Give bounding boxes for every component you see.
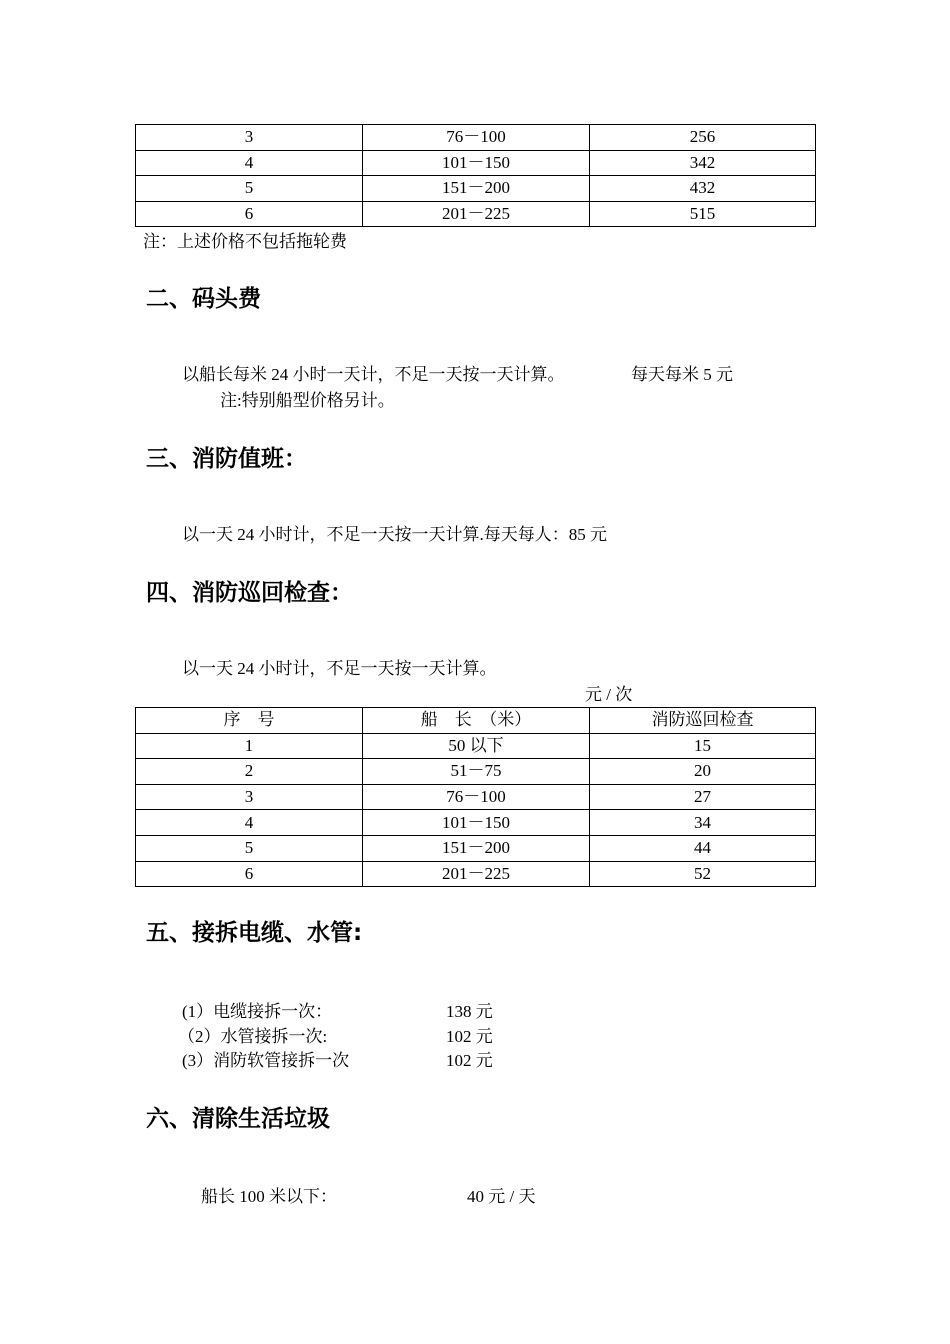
fire-duty-rule: 以一天 24 小时计，不足一天按一天计算.每天每人：85 元 bbox=[182, 525, 607, 544]
table-row bbox=[136, 835, 816, 861]
table-cell: 5 bbox=[136, 835, 363, 861]
table-cell: 34 bbox=[590, 810, 816, 836]
pipe-item-price: 102 元 bbox=[446, 1027, 493, 1046]
wharf-fee-price: 每天每米 5 元 bbox=[631, 365, 733, 384]
header-fire-patrol: 消防巡回检查 bbox=[590, 708, 816, 734]
table-cell: 15 bbox=[590, 733, 816, 759]
table-cell: 76－100 bbox=[363, 784, 590, 810]
table-cell: 20 bbox=[590, 759, 816, 785]
fee-table-continued bbox=[135, 124, 816, 227]
fire-patrol-unit: 元 / 次 bbox=[585, 685, 633, 704]
table-row bbox=[136, 759, 816, 785]
garbage-price: 40 元 / 天 bbox=[467, 1187, 536, 1206]
table-cell: 101－150 bbox=[363, 150, 590, 176]
section-heading-wharf-fee: 二、码头费 bbox=[146, 286, 261, 312]
header-ship-length: 船 长 （米） bbox=[363, 708, 590, 734]
table-cell: 432 bbox=[590, 176, 816, 202]
table-row bbox=[136, 810, 816, 836]
table-cell: 101－150 bbox=[363, 810, 590, 836]
table-cell: 27 bbox=[590, 784, 816, 810]
table-row bbox=[136, 150, 816, 176]
wharf-fee-rule: 以船长每米 24 小时一天计，不足一天按一天计算。 bbox=[182, 365, 565, 384]
table-cell: 44 bbox=[590, 835, 816, 861]
table-cell: 76－100 bbox=[363, 125, 590, 151]
table-cell: 3 bbox=[136, 784, 363, 810]
section-heading-fire-patrol: 四、消防巡回检查： bbox=[146, 580, 353, 606]
wharf-fee-note: 注:特别船型价格另计。 bbox=[220, 391, 395, 410]
table-cell: 151－200 bbox=[363, 835, 590, 861]
table-row bbox=[136, 125, 816, 151]
table-cell: 51－75 bbox=[363, 759, 590, 785]
header-index: 序 号 bbox=[136, 708, 363, 734]
table-cell: 515 bbox=[590, 201, 816, 227]
fire-patrol-rule: 以一天 24 小时计，不足一天按一天计算。 bbox=[182, 659, 497, 678]
table-cell: 6 bbox=[136, 861, 363, 887]
table-note: 注：上述价格不包括拖轮费 bbox=[143, 232, 347, 251]
table-cell: 256 bbox=[590, 125, 816, 151]
table-cell: 151－200 bbox=[363, 176, 590, 202]
section-heading-cable-pipe: 五、接拆电缆、水管: bbox=[146, 920, 363, 946]
table-row bbox=[136, 201, 816, 227]
table-row bbox=[136, 784, 816, 810]
table-cell: 52 bbox=[590, 861, 816, 887]
table-cell: 6 bbox=[136, 201, 363, 227]
table-cell: 2 bbox=[136, 759, 363, 785]
table-cell: 201－225 bbox=[363, 201, 590, 227]
table-cell: 4 bbox=[136, 810, 363, 836]
table-cell: 1 bbox=[136, 733, 363, 759]
table-cell: 201－225 bbox=[363, 861, 590, 887]
hose-item-price: 102 元 bbox=[446, 1051, 493, 1070]
cable-item-price: 138 元 bbox=[446, 1002, 493, 1021]
pipe-item-label: （2）水管接拆一次: bbox=[178, 1027, 328, 1046]
fire-patrol-table bbox=[135, 707, 816, 887]
section-heading-garbage: 六、清除生活垃圾 bbox=[146, 1106, 330, 1132]
garbage-label: 船长 100 米以下： bbox=[201, 1187, 337, 1206]
table-cell: 4 bbox=[136, 150, 363, 176]
table-cell: 3 bbox=[136, 125, 363, 151]
table-row bbox=[136, 861, 816, 887]
hose-item-label: (3）消防软管接拆一次 bbox=[182, 1051, 350, 1070]
table-cell: 342 bbox=[590, 150, 816, 176]
cable-item-label: (1）电缆接拆一次： bbox=[182, 1002, 333, 1021]
table-cell: 50 以下 bbox=[363, 733, 590, 759]
section-heading-fire-duty: 三、消防值班： bbox=[146, 446, 307, 472]
table-header-row bbox=[136, 708, 816, 734]
table-row bbox=[136, 176, 816, 202]
table-row bbox=[136, 733, 816, 759]
table-cell: 5 bbox=[136, 176, 363, 202]
